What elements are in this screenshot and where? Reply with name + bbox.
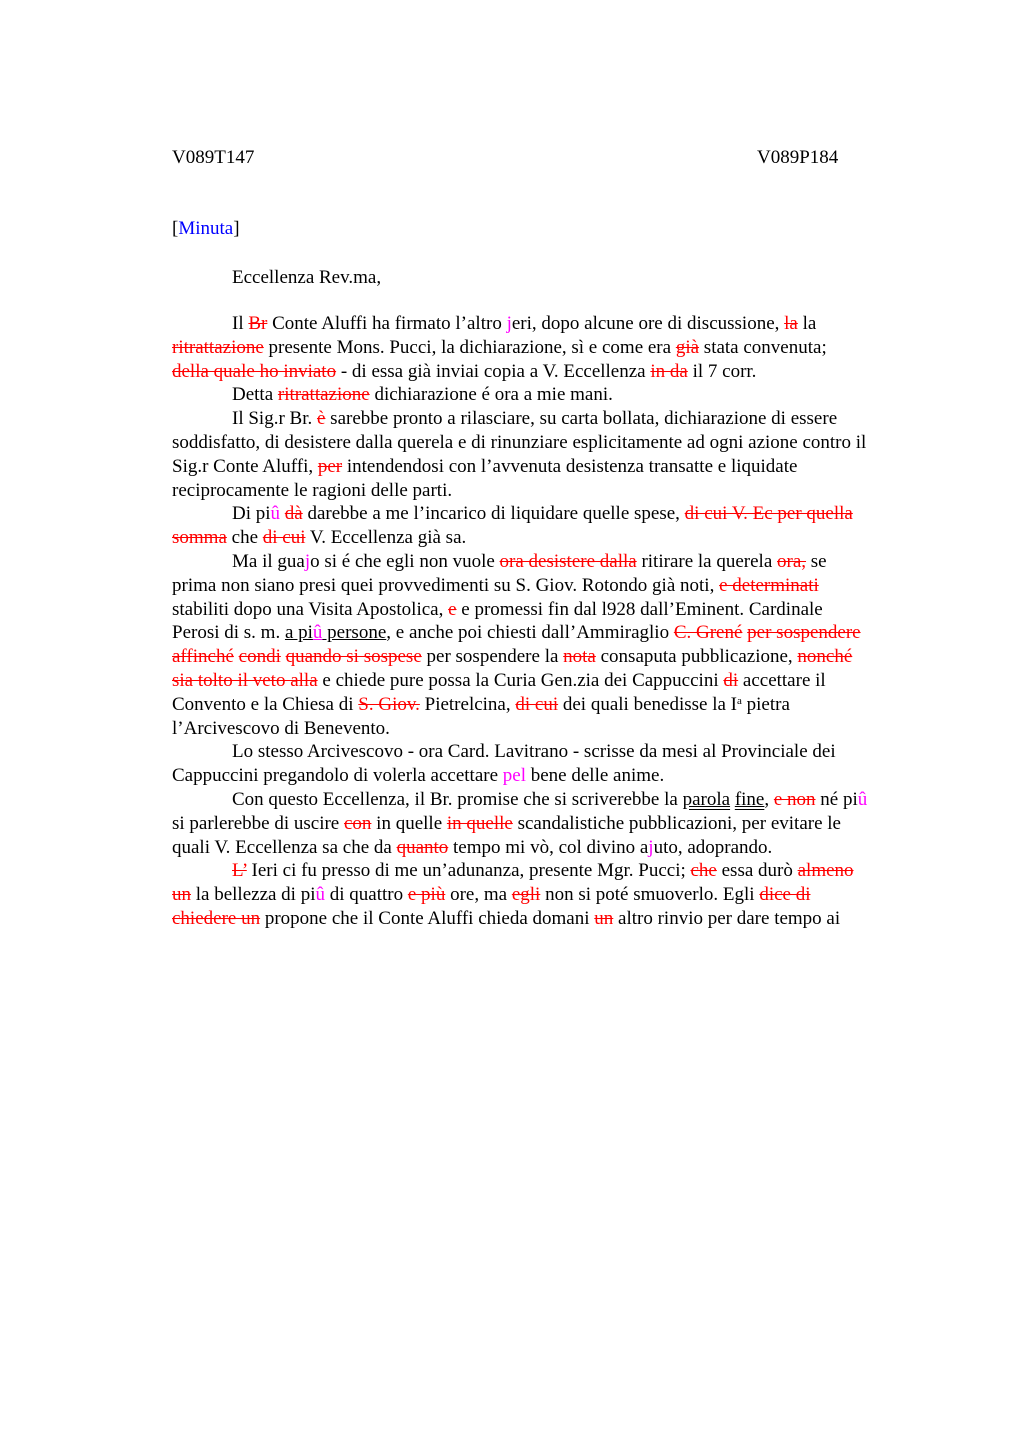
text-segment: né pi bbox=[815, 788, 858, 810]
letter-line bbox=[172, 550, 932, 574]
letter-body bbox=[172, 312, 932, 931]
letter-line bbox=[172, 859, 932, 883]
letter-line bbox=[172, 336, 932, 360]
text-segment: essa durò bbox=[716, 860, 798, 882]
text-segment: Ma il gua bbox=[232, 550, 305, 572]
text-segment: per sospendere la bbox=[421, 646, 564, 668]
deleted-text: chiedere un bbox=[172, 907, 261, 929]
letter-line bbox=[172, 479, 932, 503]
deleted-text: di cui bbox=[515, 693, 559, 715]
deleted-text: è bbox=[316, 408, 326, 430]
double-underlined-text: parola bbox=[682, 788, 731, 810]
deleted-text: di bbox=[723, 669, 739, 691]
text-segment: quali V. Eccellenza sa che da bbox=[172, 836, 397, 858]
text-segment: - di essa già inviai copia a V. Eccellenza bbox=[336, 360, 651, 382]
deleted-text: egli bbox=[511, 884, 541, 906]
deleted-text: L’ bbox=[232, 860, 247, 882]
deleted-text: dà bbox=[284, 503, 303, 525]
text-segment: Lo stesso Arcivescovo - ora Card. Lavitrano - scrisse da mesi al Provinciale dei bbox=[232, 741, 836, 763]
letter-line bbox=[172, 574, 932, 598]
letter-line bbox=[172, 455, 932, 479]
text-segment: dei quali benedisse la I bbox=[558, 693, 737, 715]
deleted-text: e non bbox=[773, 788, 816, 810]
inserted-text: û bbox=[857, 788, 868, 810]
document-code-right: V089P184 bbox=[757, 147, 839, 168]
deleted-text: e determinati bbox=[719, 574, 819, 596]
text-segment: o si é che egli non vuole bbox=[310, 550, 500, 572]
deleted-text: per sospendere bbox=[747, 622, 861, 644]
deleted-text: un bbox=[594, 907, 614, 929]
deleted-text: la bbox=[784, 313, 798, 334]
text-segment: Cappuccini pregandolo di volerla accettare bbox=[172, 765, 503, 787]
text-segment: eri, dopo alcune ore di discussione, bbox=[511, 313, 785, 334]
deleted-text: S. Giov. bbox=[358, 693, 420, 715]
letter-line bbox=[172, 717, 932, 741]
deleted-text: di cui bbox=[262, 527, 306, 549]
deleted-text: con bbox=[343, 812, 372, 834]
letter-line bbox=[172, 740, 932, 764]
text-segment: sarebbe pronto a rilasciare, su carta bollata, dichiarazione di essere bbox=[325, 408, 838, 430]
letter-line bbox=[172, 645, 932, 669]
deleted-text: dice di bbox=[759, 884, 811, 906]
deleted-text: quando si sospese bbox=[285, 646, 422, 668]
deleted-text: che bbox=[690, 860, 717, 882]
deleted-text: nonché bbox=[797, 646, 853, 668]
deleted-text: ora, bbox=[777, 550, 807, 572]
letter-line bbox=[172, 502, 932, 526]
deleted-text: di cui V. Ec per quella bbox=[684, 503, 853, 525]
draft-label-close-bracket: ] bbox=[233, 218, 240, 239]
text-segment: Detta bbox=[232, 384, 278, 406]
underlined-text: a pi bbox=[284, 622, 313, 644]
text-segment: non si poté smuoverlo. Egli bbox=[540, 884, 760, 906]
deleted-text: ritrattazione bbox=[172, 336, 264, 358]
text-segment: Il bbox=[232, 313, 249, 334]
draft-label-open-bracket: [ bbox=[172, 218, 179, 239]
inserted-text: j bbox=[648, 836, 654, 858]
deleted-text: e più bbox=[407, 884, 446, 906]
text-segment: che bbox=[226, 527, 263, 549]
inserted-text: pel bbox=[502, 765, 526, 787]
text-segment: darebbe a me l’incarico di liquidare quelle spese, bbox=[302, 503, 685, 525]
document-code-left: V089T147 bbox=[172, 147, 255, 168]
letter-line bbox=[172, 598, 932, 622]
letter-line bbox=[172, 669, 932, 693]
deleted-text: per bbox=[317, 455, 343, 477]
text-segment: Con questo Eccellenza, il Br. promise che si scriverebbe la bbox=[232, 788, 683, 810]
text-segment: la bellezza di pi bbox=[191, 884, 316, 906]
inserted-text: û bbox=[315, 884, 325, 906]
letter-line bbox=[172, 312, 932, 336]
text-segment: V. Eccellenza già sa. bbox=[305, 527, 467, 549]
text-segment: prima non siano presi quei provvedimenti su S. Giov. Rotondo già noti, bbox=[172, 574, 720, 596]
text-segment: ore, ma bbox=[445, 884, 512, 906]
deleted-text: somma bbox=[172, 527, 227, 549]
deleted-text: almeno bbox=[797, 860, 854, 882]
deleted-text: condi bbox=[238, 646, 281, 668]
text-segment: Pietrelcina, bbox=[419, 693, 516, 715]
text-segment: dichiarazione é ora a mie mani. bbox=[369, 384, 613, 406]
letter-line bbox=[172, 907, 932, 931]
text-segment: Perosi di s. m. bbox=[172, 622, 285, 644]
letter-line bbox=[172, 621, 932, 645]
inserted-text: û bbox=[312, 622, 323, 644]
letter-line bbox=[172, 883, 932, 907]
double-underlined-text: fine bbox=[734, 788, 765, 810]
letter-line bbox=[172, 407, 932, 431]
letter-line bbox=[172, 526, 932, 550]
text-segment: , e anche poi chiesti dall’Ammiraglio bbox=[386, 622, 674, 644]
letter-line bbox=[172, 764, 932, 788]
text-segment: Conte Aluffi ha firmato l’altro bbox=[267, 313, 507, 334]
deleted-text: in quelle bbox=[446, 812, 513, 834]
text-segment: reciprocamente le ragioni delle parti. bbox=[172, 479, 453, 501]
text-segment: Sig.r Conte Aluffi, bbox=[172, 455, 318, 477]
text-segment: Di pi bbox=[232, 503, 271, 525]
letter-line bbox=[172, 431, 932, 455]
text-segment: soddisfatto, di desistere dalla querela e di rinunziare esplicitamente ad ogni azione contro il bbox=[172, 431, 867, 453]
underlined-text: persone bbox=[322, 622, 387, 644]
text-segment: presente Mons. Pucci, la dichiarazione, sì e come era bbox=[263, 336, 676, 358]
deleted-text: un bbox=[172, 884, 191, 906]
text-segment: il 7 corr. bbox=[687, 360, 757, 382]
letter-line bbox=[172, 788, 932, 812]
deleted-text: nota bbox=[563, 646, 596, 668]
text-segment: scandalistiche pubblicazioni, per evitare le bbox=[512, 812, 841, 834]
letter-line bbox=[172, 383, 932, 407]
text-segment: altro rinvio per dare tempo ai bbox=[613, 907, 841, 929]
inserted-text: j bbox=[304, 550, 311, 572]
deleted-text: quanto bbox=[396, 836, 449, 858]
text-segment: , bbox=[764, 788, 774, 810]
text-segment: e promessi fin dal l928 dall’Eminent. Cardinale bbox=[456, 598, 823, 620]
text-segment: intendendosi con l’avvenuta desistenza transatte e liquidate bbox=[342, 455, 798, 477]
deleted-text: e bbox=[448, 598, 457, 620]
text-segment: consaputa pubblicazione, bbox=[595, 646, 798, 668]
deleted-text: affinché bbox=[172, 646, 234, 668]
text-segment: accettare il bbox=[738, 669, 826, 691]
inserted-text: û bbox=[270, 503, 281, 525]
text-segment: propone che il Conte Aluffi chieda domani bbox=[260, 907, 595, 929]
text-segment: in quelle bbox=[371, 812, 447, 834]
letter-greeting: Eccellenza Rev.ma, bbox=[232, 267, 382, 288]
text-segment: Il Sig.r Br. bbox=[232, 408, 317, 430]
deleted-text: della quale ho inviato bbox=[172, 360, 337, 382]
deleted-text: già bbox=[675, 336, 700, 358]
inserted-text: j bbox=[506, 313, 512, 334]
text-segment: stata convenuta; bbox=[699, 336, 827, 358]
text-segment: stabiliti dopo una Visita Apostolica, bbox=[172, 598, 449, 620]
text-segment: se bbox=[806, 550, 827, 572]
text-segment: di quattro bbox=[325, 884, 408, 906]
deleted-text: ora desistere dalla bbox=[499, 550, 637, 572]
text-segment: e chiede pure possa la Curia Gen.zia dei Cappuccini bbox=[317, 669, 724, 691]
superscript-text: a bbox=[736, 694, 742, 707]
draft-label-word: Minuta bbox=[178, 218, 234, 239]
deleted-text: in da bbox=[650, 360, 688, 382]
draft-label bbox=[172, 217, 240, 241]
text-segment: pietra bbox=[741, 693, 790, 715]
text-segment: Ieri ci fu presso di me un’adunanza, presente Mgr. Pucci; bbox=[246, 860, 691, 882]
deleted-text: ritrattazione bbox=[277, 384, 370, 406]
text-segment: la bbox=[797, 313, 817, 334]
text-segment: l’Arcivescovo di Benevento. bbox=[172, 717, 390, 739]
deleted-text: Br bbox=[248, 313, 268, 334]
text-segment: si parlerebbe di uscire bbox=[172, 812, 344, 834]
letter-line bbox=[172, 812, 932, 836]
text-segment: tempo mi vò, col divino a bbox=[448, 836, 649, 858]
text-segment: uto, adoprando. bbox=[653, 836, 773, 858]
text-segment: ritirare la querela bbox=[636, 550, 778, 572]
letter-line bbox=[172, 693, 932, 717]
letter-line bbox=[172, 360, 932, 384]
letter-line bbox=[172, 836, 932, 860]
text-segment: Convento e la Chiesa di bbox=[172, 693, 359, 715]
text-segment: bene delle anime. bbox=[525, 765, 665, 787]
deleted-text: sia tolto il veto alla bbox=[172, 669, 318, 691]
deleted-text: C. Grené bbox=[673, 622, 743, 644]
